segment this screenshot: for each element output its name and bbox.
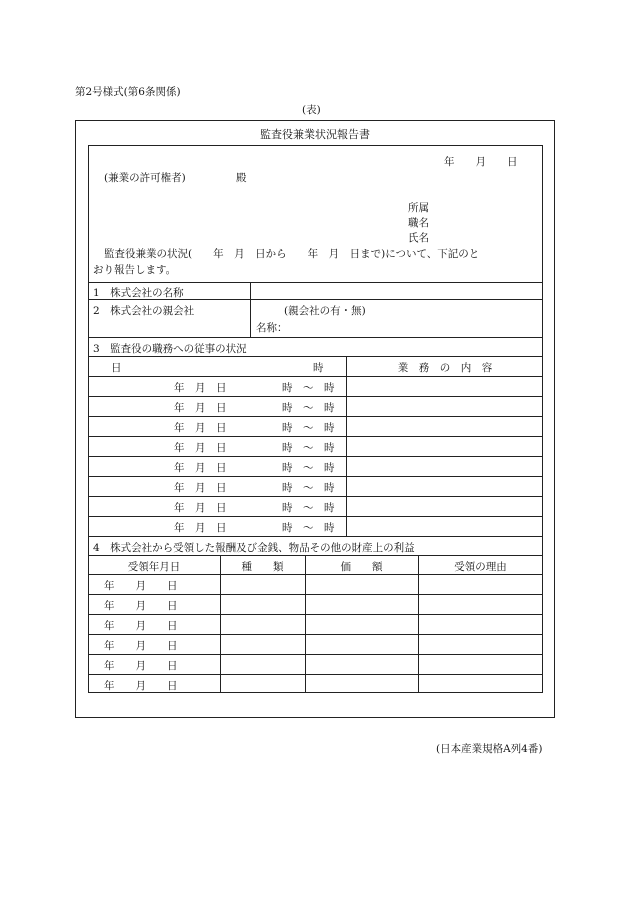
section-3-title: 3 監査役の職務への従事の状況 xyxy=(93,343,247,355)
sec3-row-time: 時 ～ 時 xyxy=(282,442,335,454)
sec4-header-reason: 受領の理由 xyxy=(454,561,507,573)
sec3-row-date: 年 月 日 xyxy=(174,442,227,454)
form-number: 第2号様式(第6条関係) xyxy=(75,86,181,98)
sec3-row-time: 時 ～ 時 xyxy=(282,522,335,534)
divider xyxy=(88,356,543,357)
sec4-column-divider xyxy=(305,555,306,693)
sec3-row-divider xyxy=(88,456,543,457)
sec4-header-type: 種 類 xyxy=(241,561,284,573)
sec3-row-divider xyxy=(88,376,543,377)
sec4-row-divider xyxy=(88,634,543,635)
sec3-row-divider xyxy=(88,436,543,437)
name-label: 氏名 xyxy=(408,232,429,244)
sec3-row-date: 年 月 日 xyxy=(174,462,227,474)
sec3-row-divider xyxy=(88,396,543,397)
sec3-row-time: 時 ～ 時 xyxy=(282,402,335,414)
parent-company-flag: (親会社の有・無) xyxy=(284,305,366,317)
sec3-row-time: 時 ～ 時 xyxy=(282,502,335,514)
sec4-row-divider xyxy=(88,674,543,675)
addressee: (兼業の許可権者) xyxy=(104,172,186,184)
sec3-row-date: 年 月 日 xyxy=(174,402,227,414)
divider xyxy=(88,536,543,537)
sec3-row-date: 年 月 日 xyxy=(174,382,227,394)
sec4-row-date: 年 月 日 xyxy=(104,660,178,672)
sec4-row-divider xyxy=(88,614,543,615)
sec4-header-date: 受領年月日 xyxy=(127,561,181,573)
sec4-row-date: 年 月 日 xyxy=(104,600,178,612)
sec3-row-date: 年 月 日 xyxy=(174,522,227,534)
sec4-row-divider xyxy=(88,654,543,655)
sec4-row-date: 年 月 日 xyxy=(104,640,178,652)
sec3-column-divider xyxy=(346,356,347,536)
sec3-col-time: 時 xyxy=(313,362,324,374)
sec4-row-date: 年 月 日 xyxy=(104,580,178,592)
sec4-column-divider xyxy=(418,555,419,693)
sec3-row-time: 時 ～ 時 xyxy=(282,422,335,434)
sec3-row-time: 時 ～ 時 xyxy=(282,382,335,394)
sec3-row-date: 年 月 日 xyxy=(174,502,227,514)
sec3-col-day: 日 xyxy=(111,362,122,374)
position-label: 職名 xyxy=(408,217,429,229)
side-label: (表) xyxy=(302,104,321,116)
divider xyxy=(88,555,543,556)
document-title: 監査役兼業状況報告書 xyxy=(260,128,370,141)
affiliation-label: 所属 xyxy=(408,202,429,214)
footer-standard-note: (日本産業規格A列4番) xyxy=(436,743,543,755)
date-line: 年 月 日 xyxy=(444,156,518,168)
honorific: 殿 xyxy=(236,172,247,184)
section-4-title: 4 株式会社から受領した報酬及び金銭、物品その他の財産上の利益 xyxy=(93,542,415,554)
sec3-row-time: 時 ～ 時 xyxy=(282,462,335,474)
sec3-row-time: 時 ～ 時 xyxy=(282,482,335,494)
sec3-row-divider xyxy=(88,516,543,517)
sec4-header-amount: 価 額 xyxy=(340,561,383,573)
intro-line-2: おり報告します。 xyxy=(93,264,177,276)
sec4-row-divider xyxy=(88,574,543,575)
sec3-row-date: 年 月 日 xyxy=(174,482,227,494)
divider xyxy=(88,337,543,338)
parent-company-name-label: 名称： xyxy=(256,322,288,334)
sec4-row-divider xyxy=(88,594,543,595)
sec4-row-date: 年 月 日 xyxy=(104,680,178,692)
sec4-row-date: 年 月 日 xyxy=(104,620,178,632)
sec4-column-divider xyxy=(220,555,221,693)
sec3-row-date: 年 月 日 xyxy=(174,422,227,434)
sec3-row-divider xyxy=(88,416,543,417)
divider xyxy=(88,299,543,300)
divider xyxy=(88,282,543,283)
section-2-title: 2 株式会社の親会社 xyxy=(93,305,195,317)
sec3-col-content: 業 務 の 内 容 xyxy=(397,362,493,374)
section-1-title: 1 株式会社の名称 xyxy=(93,287,184,299)
sec3-row-divider xyxy=(88,476,543,477)
sec3-row-divider xyxy=(88,496,543,497)
intro-line-1: 監査役兼業の状況( 年 月 日から 年 月 日まで)について、下記のと xyxy=(104,248,480,260)
section-1-2-divider xyxy=(250,282,251,337)
